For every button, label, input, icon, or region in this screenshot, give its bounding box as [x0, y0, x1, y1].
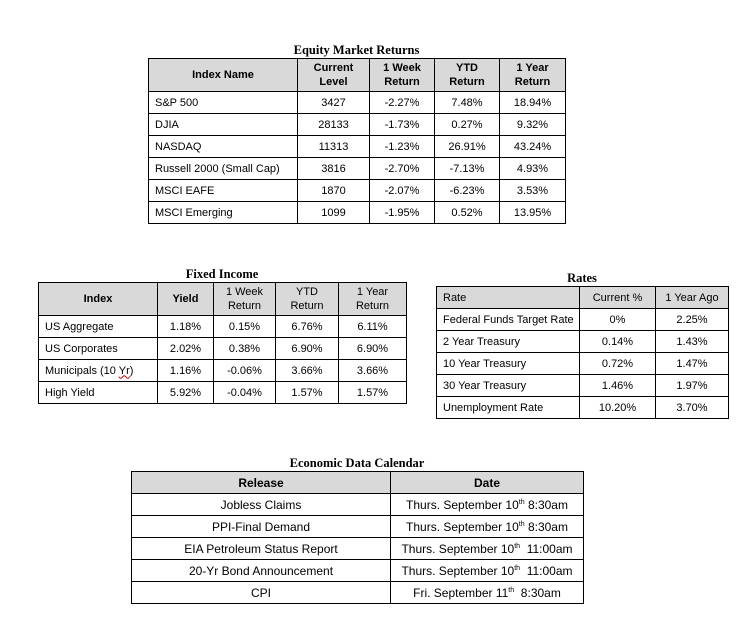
table-row	[149, 114, 566, 136]
yield: 5.92%	[158, 382, 214, 404]
year-return: 6.90%	[339, 338, 407, 360]
table-row	[437, 353, 729, 375]
year-return: 6.11%	[339, 316, 407, 338]
year-return: 43.24%	[500, 136, 566, 158]
index-name: MSCI EAFE	[149, 180, 298, 202]
equity-header-ytd: YTD Return	[435, 59, 500, 92]
release-date: Thurs. September 10th 8:30am	[391, 516, 584, 538]
current-level: 3427	[298, 92, 370, 114]
fixed-income-header-week: 1 Week Return	[214, 283, 276, 316]
ytd-return: 7.48%	[435, 92, 500, 114]
index-name: High Yield	[39, 382, 158, 404]
ytd-return: 6.76%	[276, 316, 339, 338]
current-level: 1099	[298, 202, 370, 224]
equity-title: Equity Market Returns	[293, 43, 420, 57]
spellcheck-mark: Yr	[118, 364, 130, 377]
fixed-income-header-row	[39, 283, 407, 316]
index-name: Russell 2000 (Small Cap)	[149, 158, 298, 180]
fixed-income-header-year: 1 Year Return	[339, 283, 407, 316]
fixed-income-title: Fixed Income	[185, 267, 259, 281]
table-row	[39, 316, 407, 338]
week-return: -0.04%	[214, 382, 276, 404]
calendar-header-row	[132, 472, 584, 494]
rate-current: 0%	[580, 309, 656, 331]
release-date: Thurs. September 10th 11:00am	[391, 560, 584, 582]
release-date: Fri. September 11th 8:30am	[391, 582, 584, 604]
index-name: NASDAQ	[149, 136, 298, 158]
release-name: EIA Petroleum Status Report	[132, 538, 391, 560]
current-level: 11313	[298, 136, 370, 158]
week-return: -1.23%	[370, 136, 435, 158]
fixed-income-header-index: Index	[39, 283, 158, 316]
table-row	[437, 375, 729, 397]
table-row	[149, 136, 566, 158]
week-return: 0.38%	[214, 338, 276, 360]
current-level: 1870	[298, 180, 370, 202]
table-row	[149, 92, 566, 114]
rate-name: 30 Year Treasury	[437, 375, 580, 397]
table-row	[437, 331, 729, 353]
table-row	[132, 560, 584, 582]
table-row	[437, 309, 729, 331]
ytd-return: 3.66%	[276, 360, 339, 382]
rate-current: 0.14%	[580, 331, 656, 353]
week-return: -1.73%	[370, 114, 435, 136]
rate-current: 0.72%	[580, 353, 656, 375]
table-row	[149, 202, 566, 224]
rate-name: 10 Year Treasury	[437, 353, 580, 375]
table-row	[132, 494, 584, 516]
rates-header-row	[437, 287, 729, 309]
ytd-return: 6.90%	[276, 338, 339, 360]
equity-header-week: 1 Week Return	[370, 59, 435, 92]
rates-table	[436, 286, 729, 419]
ytd-return: 0.52%	[435, 202, 500, 224]
yield: 2.02%	[158, 338, 214, 360]
rate-name: 2 Year Treasury	[437, 331, 580, 353]
week-return: -2.07%	[370, 180, 435, 202]
calendar-header-release: Release	[132, 472, 391, 494]
rates-header-rate: Rate	[437, 287, 580, 309]
week-return: -2.27%	[370, 92, 435, 114]
week-return: 0.15%	[214, 316, 276, 338]
index-name: DJIA	[149, 114, 298, 136]
ytd-return: 1.57%	[276, 382, 339, 404]
rates-header-ago: 1 Year Ago	[656, 287, 729, 309]
current-level: 3816	[298, 158, 370, 180]
equity-header-level: Current Level	[298, 59, 370, 92]
rate-year-ago: 1.43%	[656, 331, 729, 353]
fixed-income-section	[38, 266, 406, 404]
fixed-income-table	[38, 282, 407, 404]
year-return: 18.94%	[500, 92, 566, 114]
equity-header-name: Index Name	[149, 59, 298, 92]
rate-name: Federal Funds Target Rate	[437, 309, 580, 331]
rate-year-ago: 1.47%	[656, 353, 729, 375]
rate-current: 10.20%	[580, 397, 656, 419]
table-row	[437, 397, 729, 419]
index-name: US Corporates	[39, 338, 158, 360]
rate-year-ago: 1.97%	[656, 375, 729, 397]
release-name: 20-Yr Bond Announcement	[132, 560, 391, 582]
table-row	[39, 338, 407, 360]
year-return: 13.95%	[500, 202, 566, 224]
release-name: CPI	[132, 582, 391, 604]
rate-name: Unemployment Rate	[437, 397, 580, 419]
calendar-section	[131, 455, 583, 604]
year-return: 3.66%	[339, 360, 407, 382]
index-name: S&P 500	[149, 92, 298, 114]
equity-table	[148, 58, 566, 224]
yield: 1.18%	[158, 316, 214, 338]
equity-header-row	[149, 59, 566, 92]
table-row	[132, 516, 584, 538]
table-row	[39, 360, 407, 382]
fixed-income-header-ytd: YTD Return	[276, 283, 339, 316]
calendar-title: Economic Data Calendar	[289, 456, 425, 470]
week-return: -1.95%	[370, 202, 435, 224]
rate-current: 1.46%	[580, 375, 656, 397]
table-row	[132, 538, 584, 560]
week-return: -0.06%	[214, 360, 276, 382]
current-level: 28133	[298, 114, 370, 136]
year-return: 4.93%	[500, 158, 566, 180]
year-return: 1.57%	[339, 382, 407, 404]
table-row	[149, 180, 566, 202]
week-return: -2.70%	[370, 158, 435, 180]
table-row	[149, 158, 566, 180]
rates-section	[436, 270, 728, 419]
fixed-income-header-yield: Yield	[158, 283, 214, 316]
rates-header-current: Current %	[580, 287, 656, 309]
ytd-return: 26.91%	[435, 136, 500, 158]
index-name: Municipals (10 Yr)	[39, 360, 158, 382]
release-name: PPI-Final Demand	[132, 516, 391, 538]
index-name: US Aggregate	[39, 316, 158, 338]
release-name: Jobless Claims	[132, 494, 391, 516]
equity-header-year: 1 Year Return	[500, 59, 566, 92]
table-row	[132, 582, 584, 604]
yield: 1.16%	[158, 360, 214, 382]
release-date: Thurs. September 10th 11:00am	[391, 538, 584, 560]
ytd-return: -7.13%	[435, 158, 500, 180]
ytd-return: -6.23%	[435, 180, 500, 202]
year-return: 3.53%	[500, 180, 566, 202]
calendar-header-date: Date	[391, 472, 584, 494]
rates-title: Rates	[567, 271, 597, 285]
ytd-return: 0.27%	[435, 114, 500, 136]
index-name: MSCI Emerging	[149, 202, 298, 224]
rate-year-ago: 3.70%	[656, 397, 729, 419]
calendar-table	[131, 471, 584, 604]
rate-year-ago: 2.25%	[656, 309, 729, 331]
equity-section	[148, 42, 565, 224]
year-return: 9.32%	[500, 114, 566, 136]
table-row	[39, 382, 407, 404]
release-date: Thurs. September 10th 8:30am	[391, 494, 584, 516]
